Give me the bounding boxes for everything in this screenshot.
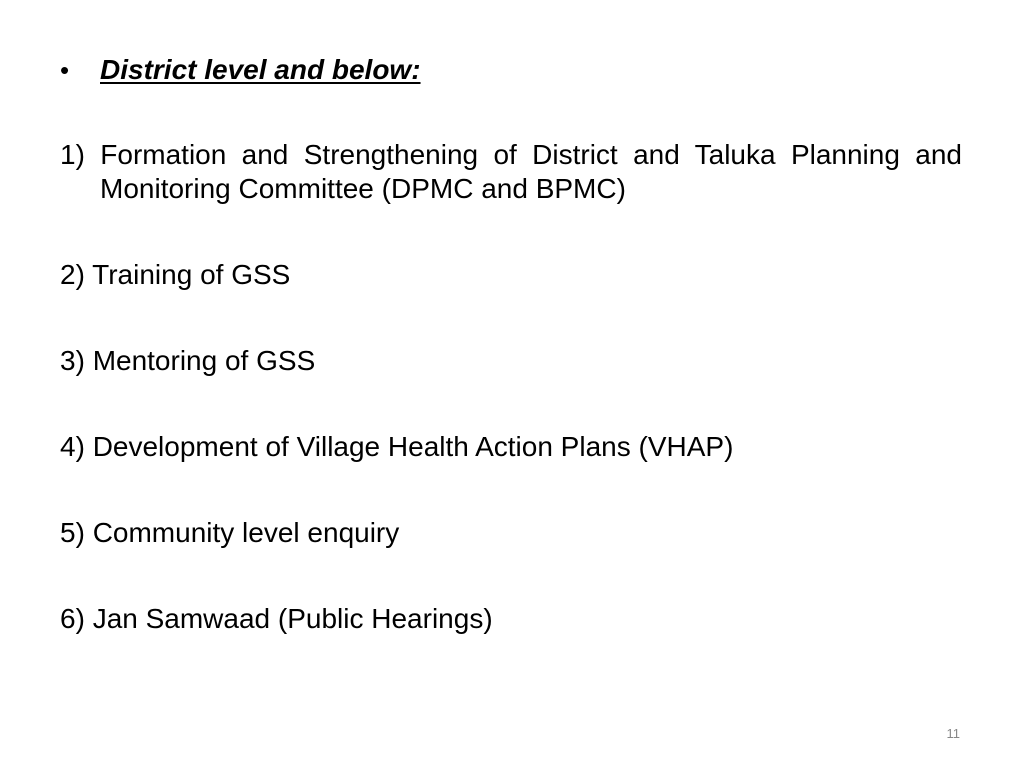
item-text: Mentoring of GSS [92,345,316,376]
item-number: 3) [60,345,93,376]
item-number: 6) [60,603,93,634]
list-item [60,138,962,206]
list-item [60,602,962,636]
list-item [60,258,962,292]
item-text: Development of Village Health Action Plans (VHAP) [92,431,734,462]
item-number: 1) [60,139,101,170]
item-text: Jan Samwaad (Public Hearings) [92,603,493,634]
page-number: 11 [946,726,960,741]
item-list [60,138,962,688]
list-item [60,344,962,378]
section-heading-row [60,52,421,88]
bullet-icon: • [60,55,70,85]
section-heading: District level and below: [100,54,421,85]
list-item [60,430,962,464]
item-number: 2) [60,259,93,290]
item-text: Formation and Strengthening of District and Taluka Planning and Monitoring Committee (DPMC and BPMC) [100,139,962,204]
item-number: 5) [60,517,93,548]
item-text: Training of GSS [92,259,291,290]
list-item [60,516,962,550]
item-text: Community level enquiry [92,517,400,548]
item-number: 4) [60,431,93,462]
